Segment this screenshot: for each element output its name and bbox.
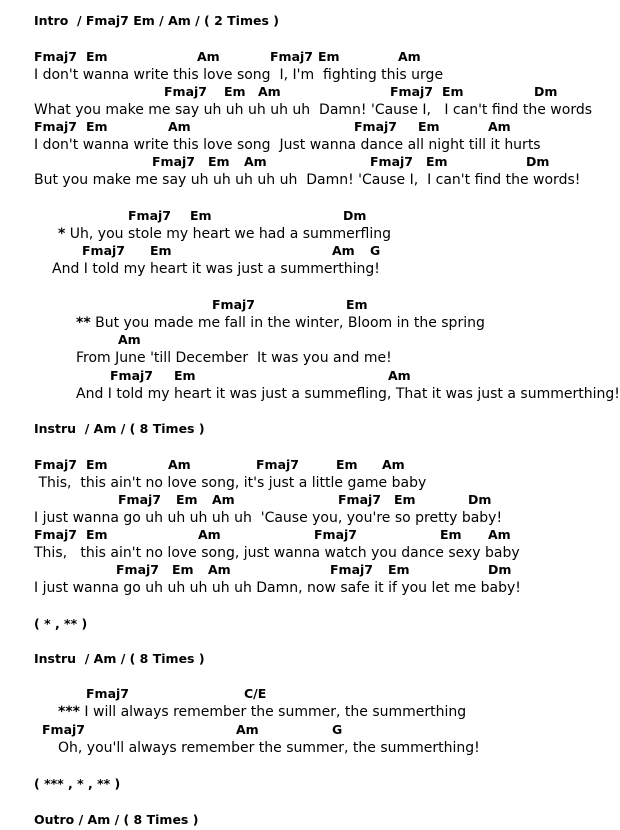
- intro-heading: Intro / Fmaj7 Em / Am / ( 2 Times ): [34, 13, 279, 28]
- lyric-line: And I told my heart it was just a summefling, That it was just a summerthing!: [76, 386, 620, 402]
- chord: Em: [150, 243, 172, 258]
- chord: Dm: [488, 562, 512, 577]
- chord: Fmaj7: [34, 457, 77, 472]
- lyric-line: But you make me say uh uh uh uh uh Damn! 'Cause I, I can't find the words!: [34, 172, 581, 188]
- chord: Em: [394, 492, 416, 507]
- lyric-text: But you made me fall in the winter, Bloom in the spring: [90, 315, 485, 331]
- chord: Am: [258, 84, 281, 99]
- chord: Am: [168, 119, 191, 134]
- chord: Fmaj7: [34, 49, 77, 64]
- chord: Am: [388, 368, 411, 383]
- section-marker: ***: [58, 704, 80, 720]
- chord: Fmaj7: [82, 243, 125, 258]
- chord: Em: [86, 527, 108, 542]
- lyric-line: [58, 225, 391, 243]
- repeat-instruction: ( *** , * , ** ): [34, 776, 121, 791]
- chord: Fmaj7: [330, 562, 373, 577]
- outro-heading: Outro / Am / ( 8 Times ): [34, 812, 199, 827]
- chord: Em: [224, 84, 246, 99]
- chord: Em: [442, 84, 464, 99]
- chord: Fmaj7: [86, 686, 129, 701]
- lyric-line: I don't wanna write this love song I, I'm fighting this urge: [34, 67, 444, 83]
- section-marker: **: [76, 315, 91, 331]
- chord: Em: [176, 492, 198, 507]
- chord: Fmaj7: [370, 154, 413, 169]
- chord: Em: [418, 119, 440, 134]
- chord: Fmaj7: [314, 527, 357, 542]
- chord: Am: [236, 722, 259, 737]
- chord: Am: [382, 457, 405, 472]
- chord: Fmaj7: [128, 208, 171, 223]
- chord: Am: [398, 49, 421, 64]
- chord: Am: [198, 527, 221, 542]
- chord: Fmaj7: [42, 722, 85, 737]
- chord: Em: [388, 562, 410, 577]
- chord: Em: [346, 297, 368, 312]
- chord: Fmaj7: [152, 154, 195, 169]
- chord: C/E: [244, 686, 267, 701]
- chord: Am: [118, 332, 141, 347]
- chord: Fmaj7: [110, 368, 153, 383]
- chord: Am: [208, 562, 231, 577]
- chord: Fmaj7: [118, 492, 161, 507]
- chord: Am: [168, 457, 191, 472]
- lyric-line: I just wanna go uh uh uh uh uh Damn, now safe it if you let me baby!: [34, 580, 521, 596]
- instrumental-heading: Instru / Am / ( 8 Times ): [34, 651, 205, 666]
- chord: Fmaj7: [34, 119, 77, 134]
- chord: Am: [244, 154, 267, 169]
- chord: Dm: [343, 208, 367, 223]
- chord: Am: [488, 527, 511, 542]
- chord: Am: [332, 243, 355, 258]
- lyric-line: This, this ain't no love song, just wanna watch you dance sexy baby: [34, 545, 520, 561]
- chord: Fmaj7: [338, 492, 381, 507]
- chord: G: [332, 722, 343, 737]
- chord: Em: [172, 562, 194, 577]
- lyric-text: I will always remember the summer, the summerthing: [79, 704, 467, 720]
- chord: Fmaj7: [270, 49, 313, 64]
- lyric-line: From June 'till December It was you and me!: [76, 350, 392, 366]
- chord: Em: [318, 49, 340, 64]
- lyric-line: I just wanna go uh uh uh uh uh 'Cause you, you're so pretty baby!: [34, 510, 503, 526]
- chord: Fmaj7: [354, 119, 397, 134]
- chord: Em: [190, 208, 212, 223]
- chord: Am: [488, 119, 511, 134]
- chord: Fmaj7: [212, 297, 255, 312]
- chord: Em: [426, 154, 448, 169]
- chord: Em: [336, 457, 358, 472]
- chord: Fmaj7: [164, 84, 207, 99]
- lyric-line: Oh, you'll always remember the summer, the summerthing!: [58, 740, 480, 756]
- chord: Fmaj7: [256, 457, 299, 472]
- lyric-line: What you make me say uh uh uh uh uh Damn! 'Cause I, I can't find the words: [34, 102, 593, 118]
- chord: Am: [212, 492, 235, 507]
- chord: Fmaj7: [116, 562, 159, 577]
- chord: Em: [440, 527, 462, 542]
- chord: Em: [174, 368, 196, 383]
- section-marker: *: [58, 226, 66, 242]
- chord: Dm: [526, 154, 550, 169]
- lyric-line: [76, 314, 485, 332]
- lyric-line: [58, 703, 466, 721]
- chord: Em: [86, 119, 108, 134]
- repeat-instruction: ( * , ** ): [34, 616, 88, 631]
- lyric-text: Uh, you stole my heart we had a summerfling: [65, 226, 392, 242]
- instrumental-heading: Instru / Am / ( 8 Times ): [34, 421, 205, 436]
- chord: Am: [197, 49, 220, 64]
- lyric-line: This, this ain't no love song, it's just a little game baby: [34, 475, 427, 491]
- chord: Em: [208, 154, 230, 169]
- chord: Dm: [534, 84, 558, 99]
- lyric-line: I don't wanna write this love song Just wanna dance all night till it hurts: [34, 137, 541, 153]
- chord: G: [370, 243, 381, 258]
- chord: Fmaj7: [34, 527, 77, 542]
- chord: Fmaj7: [390, 84, 433, 99]
- chord: Dm: [468, 492, 492, 507]
- chord: Em: [86, 457, 108, 472]
- chord: Em: [86, 49, 108, 64]
- lyric-line: And I told my heart it was just a summerthing!: [52, 261, 380, 277]
